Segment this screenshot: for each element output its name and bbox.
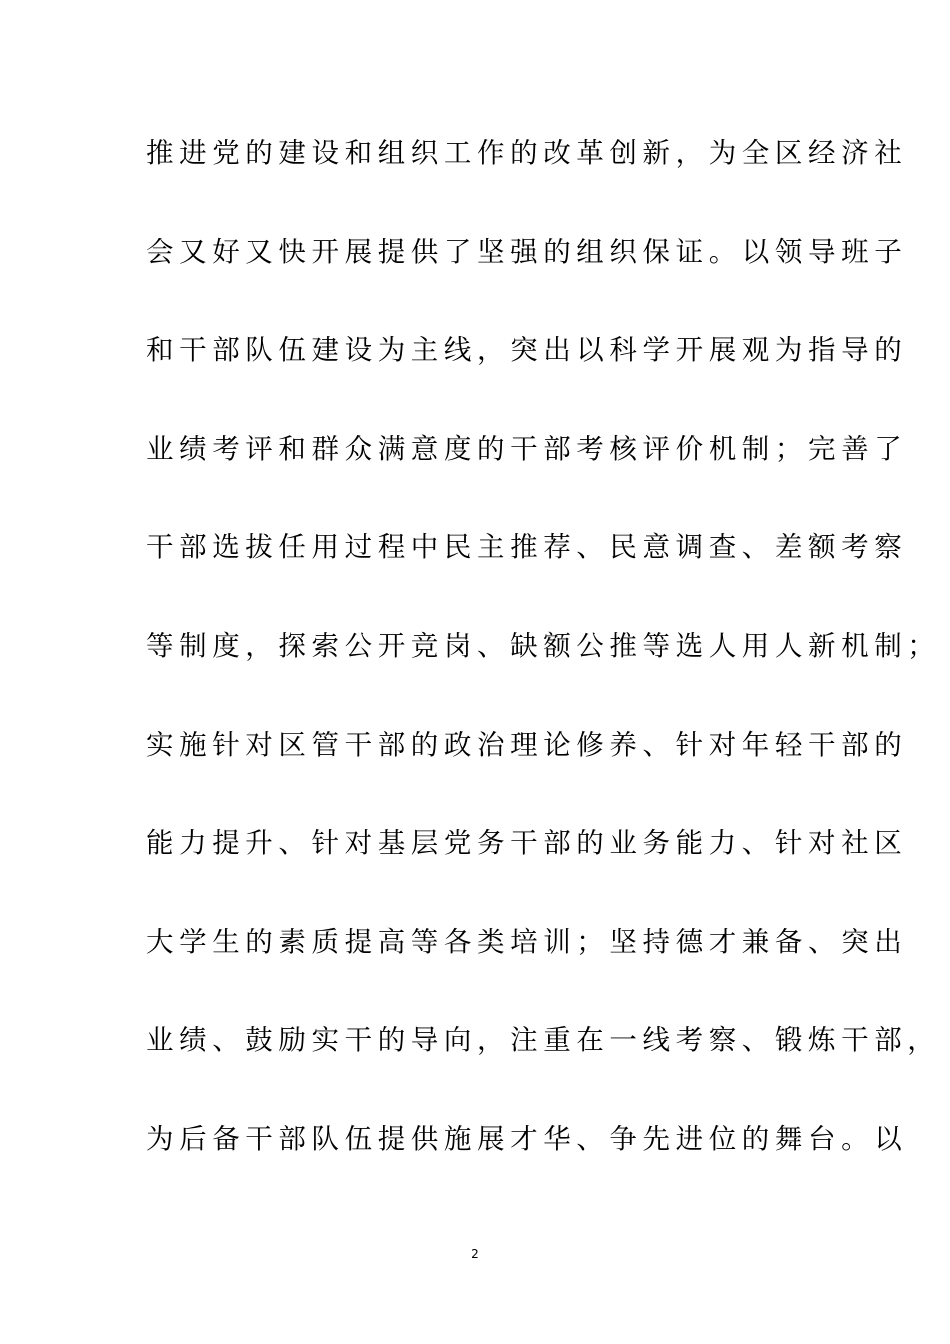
text-line: 实施针对区管干部的政治理论修养、针对年轻干部的 bbox=[146, 728, 908, 761]
text-line: 和干部队伍建设为主线，突出以科学开展观为指导的 bbox=[146, 334, 908, 367]
text-line: 会又好又快开展提供了坚强的组织保证。以领导班子 bbox=[146, 235, 908, 268]
page-number: 2 bbox=[471, 1247, 479, 1261]
text-line: 等制度，探索公开竞岗、缺额公推等选人用人新机制； bbox=[146, 629, 941, 662]
text-line: 干部选拔任用过程中民主推荐、民意调查、差额考察 bbox=[146, 531, 908, 564]
body-paragraph bbox=[146, 125, 941, 1210]
text-line: 能力提升、针对基层党务干部的业务能力、针对社区 bbox=[146, 827, 908, 860]
text-line: 业绩、鼓励实干的导向，注重在一线考察、锻炼干部， bbox=[146, 1024, 941, 1057]
text-line: 大学生的素质提高等各类培训；坚持德才兼备、突出 bbox=[146, 925, 908, 958]
text-line: 推进党的建设和组织工作的改革创新，为全区经济社 bbox=[146, 137, 908, 169]
text-line: 为后备干部队伍提供施展才华、争先进位的舞台。以 bbox=[146, 1122, 908, 1155]
text-line: 业绩考评和群众满意度的干部考核评价机制；完善了 bbox=[146, 432, 908, 465]
